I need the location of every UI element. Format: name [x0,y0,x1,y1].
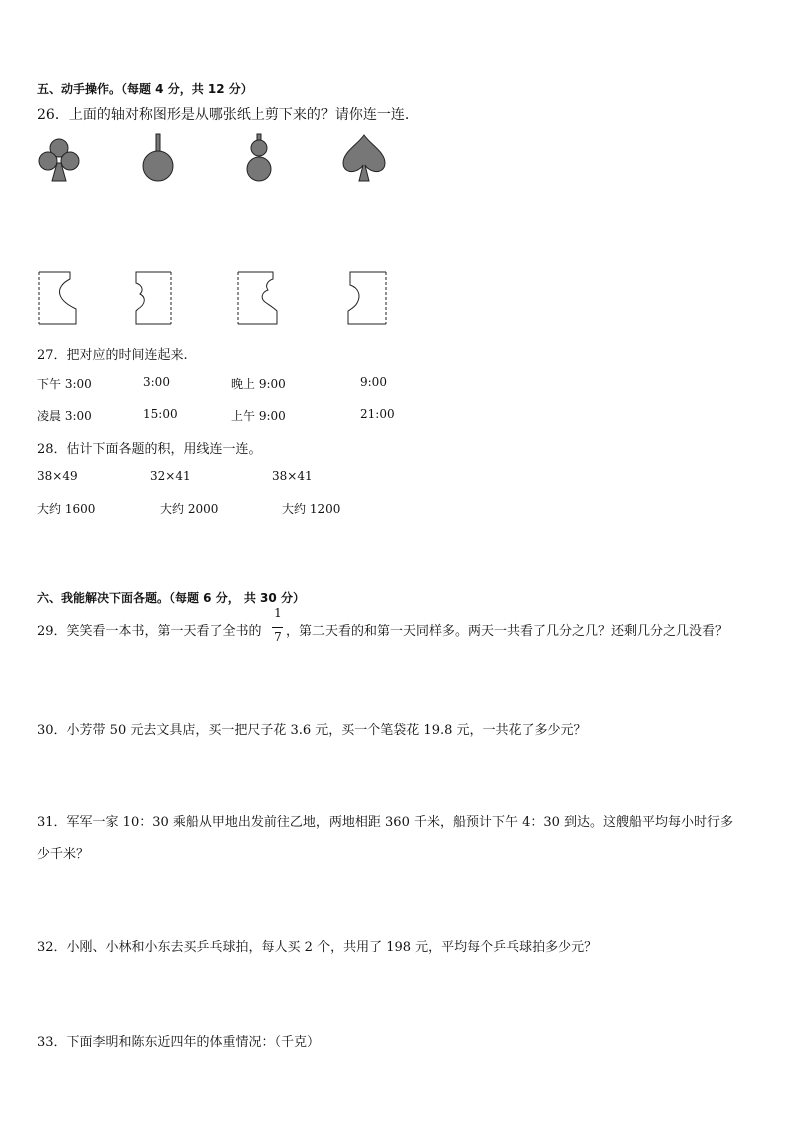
question-31-line2: 少千米？ [37,847,90,862]
time-label: 15:00 [143,407,178,421]
question-33-text: 33．下面李明和陈东近四年的体重情况：（千克） [37,1035,321,1050]
expression: 38×49 [37,469,78,483]
spade-icon [341,134,387,182]
gourd-with-stick-icon [140,133,176,183]
estimate: 大约 1200 [282,502,341,516]
fraction-one-seventh [272,606,284,646]
section-6-title: 六、我能解决下面各题。（每题 6 分， 共 30 分） [37,591,305,605]
fraction-denominator: 7 [274,630,282,644]
folded-paper-cut-1 [38,271,78,325]
time-label: 凌晨 3:00 [37,409,92,423]
fraction-bar [272,627,283,628]
gourd-icon [243,133,275,183]
estimate: 大约 1600 [37,502,96,516]
question-28-text: 28．估计下面各题的积，用线连一连。 [37,442,262,457]
question-31-line1: 31．军军一家 10：30 乘船从甲地出发前往乙地，两地相距 360 千米，船预计下午 4：30 到达。这艘船平均每小时行多 [37,815,734,830]
time-label: 9:00 [360,375,387,389]
question-30-text: 30．小芳带 50 元去文具店，买一把尺子花 3.6 元，买一个笔袋花 19.8 元，一共花了多少元？ [37,723,587,738]
time-label: 21:00 [360,407,395,421]
folded-paper-cut-2 [132,271,172,325]
section-5-title: 五、动手操作。（每题 4 分，共 12 分） [37,82,253,96]
expression: 38×41 [272,469,313,483]
question-29-part1: 29．笑笑看一本书，第一天看了全书的 [37,624,262,639]
time-label: 晚上 9:00 [231,377,286,391]
time-label: 3:00 [143,375,170,389]
club-icon [36,137,82,183]
question-26-text: 26．上面的轴对称图形是从哪张纸上剪下来的？请你连一连. [37,107,410,123]
fraction-numerator: 1 [274,606,282,620]
question-32-text: 32．小刚、小林和小东去买乒乓球拍，每人买 2 个，共用了 198 元，平均每个乒乓球拍多少元？ [37,940,598,955]
time-label: 上午 9:00 [231,409,286,423]
question-27-text: 27．把对应的时间连起来. [37,348,188,363]
time-label: 下午 3:00 [37,377,92,391]
expression: 32×41 [150,469,191,483]
folded-paper-cut-3 [237,271,279,325]
folded-paper-cut-4 [345,271,387,325]
estimate: 大约 2000 [160,502,219,516]
question-29-part2: ，第二天看的和第一天同样多。两天一共看了几分之几？还剩几分之几没看？ [286,624,729,639]
